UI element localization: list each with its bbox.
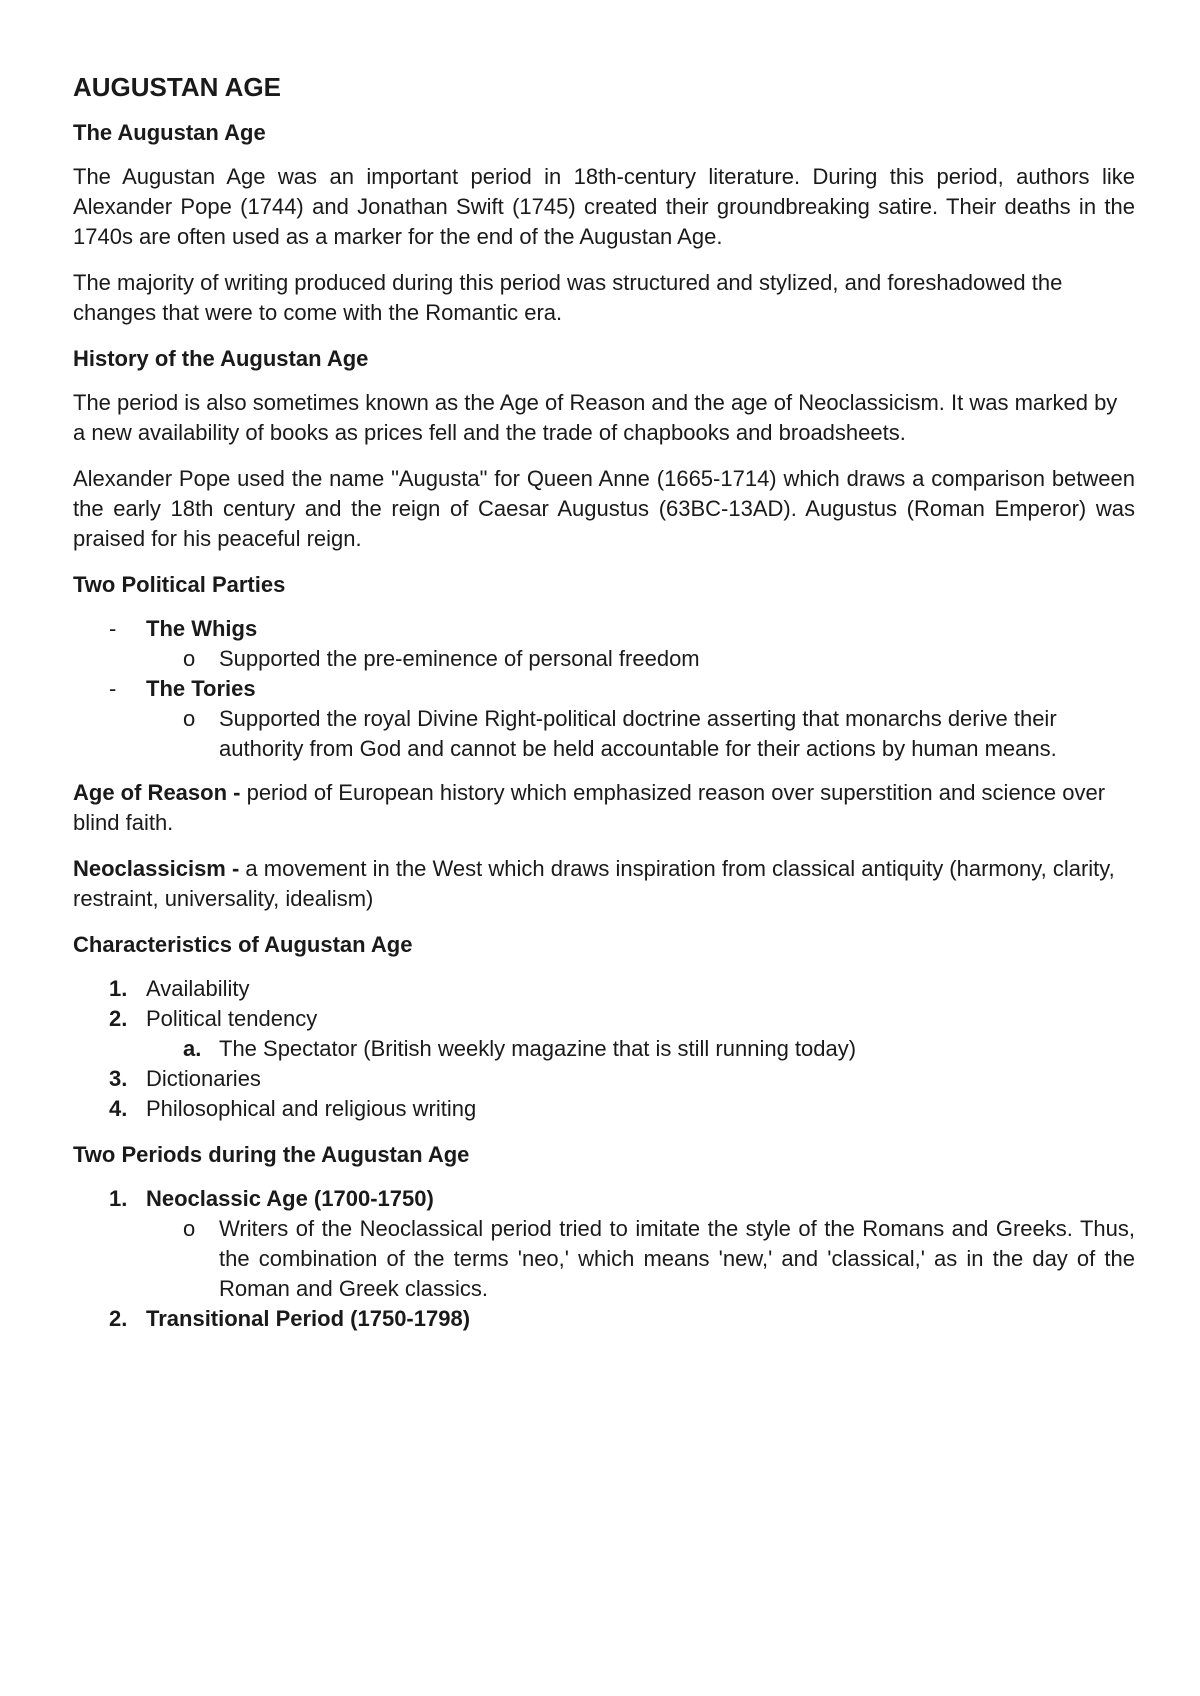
list-item bbox=[73, 1064, 1135, 1094]
list-item bbox=[73, 674, 1135, 764]
term-neoclassicism: Neoclassicism - bbox=[73, 856, 240, 881]
list-item bbox=[73, 644, 1135, 674]
list-item bbox=[73, 1094, 1135, 1124]
sub-list bbox=[73, 1214, 1135, 1304]
paragraph-intro: The Augustan Age was an important period in 18th-century literature. During this period, authors like Alexander Pope (1744) and Jonathan Swift (1745) created their groundbreaking satire. Their deaths in the 1740s are often used as a marker for the end of the Augustan Age. bbox=[73, 164, 1135, 249]
circle-bullet: o bbox=[183, 1216, 196, 1241]
circle-bullet: o bbox=[183, 706, 196, 731]
section-heading-political-parties: Two Political Parties bbox=[73, 572, 286, 597]
section-heading-history: History of the Augustan Age bbox=[73, 346, 369, 371]
characteristics-list bbox=[73, 974, 1135, 1124]
list-item bbox=[73, 1214, 1135, 1304]
section-heading-augustan-age: The Augustan Age bbox=[73, 120, 266, 145]
list-item-text: Writers of the Neoclassical period tried to imitate the style of the Romans and Greeks. Thus, the combination of the terms 'neo,' which means 'new,' and 'classical,' as in the day of the Roman and Greek classics. bbox=[219, 1216, 1135, 1301]
list-item bbox=[73, 1004, 1135, 1064]
definition-neoclassicism bbox=[73, 854, 1135, 914]
sub-list bbox=[73, 644, 1135, 674]
section-heading-two-periods: Two Periods during the Augustan Age bbox=[73, 1142, 470, 1167]
list-item bbox=[73, 614, 1135, 674]
paragraph-pope: Alexander Pope used the name "Augusta" for Queen Anne (1665-1714) which draws a comparison between the early 18th century and the reign of Caesar Augustus (63BC-13AD). Augustus (Roman Emperor) was praised for his peaceful reign. bbox=[73, 466, 1135, 551]
list-item-text: Dictionaries bbox=[146, 1066, 261, 1091]
definition-text-neo: a movement in the West which draws inspiration from classical antiquity (harmony, clarity, restraint, universality, idealism) bbox=[73, 856, 1115, 911]
list-item bbox=[73, 974, 1135, 1004]
list-number: 1. bbox=[109, 976, 128, 1001]
paragraph-period: The period is also sometimes known as the Age of Reason and the age of Neoclassicism. It was marked by a new availability of books as prices fell and the trade of chapbooks and broadsheets. bbox=[73, 390, 1118, 445]
paragraph-majority: The majority of writing produced during this period was structured and stylized, and foreshadowed the changes that were to come with the Romantic era. bbox=[73, 270, 1063, 325]
party-detail-whigs: Supported the pre-eminence of personal freedom bbox=[219, 646, 700, 671]
document-title: AUGUSTAN AGE bbox=[73, 72, 281, 102]
list-number: 3. bbox=[109, 1066, 128, 1091]
circle-bullet: o bbox=[183, 646, 196, 671]
list-number: 4. bbox=[109, 1096, 128, 1121]
term-age-of-reason: Age of Reason - bbox=[73, 780, 241, 805]
list-number: 2. bbox=[109, 1306, 128, 1331]
definition-text-reason: period of European history which emphasized reason over superstition and science over blind faith. bbox=[73, 780, 1106, 835]
party-detail-tories: Supported the royal Divine Right-political doctrine asserting that monarchs derive their authority from God and cannot be held accountable for their actions by human means. bbox=[219, 706, 1057, 761]
list-item bbox=[73, 704, 1135, 764]
list-item bbox=[73, 1304, 1135, 1334]
section-heading-characteristics: Characteristics of Augustan Age bbox=[73, 932, 413, 957]
sub-list bbox=[73, 1034, 1135, 1064]
party-name-tories: The Tories bbox=[146, 676, 256, 701]
list-item-text: The Spectator (British weekly magazine that is still running today) bbox=[219, 1036, 857, 1061]
list-letter: a. bbox=[183, 1036, 202, 1061]
period-name-neoclassic: Neoclassic Age (1700-1750) bbox=[146, 1186, 434, 1211]
list-number: 1. bbox=[109, 1186, 128, 1211]
list-item bbox=[73, 1034, 1135, 1064]
list-item-text: Philosophical and religious writing bbox=[146, 1096, 477, 1121]
sub-list bbox=[73, 704, 1135, 764]
list-item-text: Political tendency bbox=[146, 1006, 318, 1031]
list-item bbox=[73, 1184, 1135, 1304]
periods-list bbox=[73, 1184, 1135, 1334]
list-item-text: Availability bbox=[146, 976, 250, 1001]
dash-bullet: - bbox=[109, 676, 117, 701]
list-number: 2. bbox=[109, 1006, 128, 1031]
document-page bbox=[73, 70, 1135, 1350]
party-list bbox=[73, 614, 1135, 764]
period-name-transitional: Transitional Period (1750-1798) bbox=[146, 1306, 471, 1331]
dash-bullet: - bbox=[109, 616, 117, 641]
definition-age-of-reason bbox=[73, 778, 1135, 838]
party-name-whigs: The Whigs bbox=[146, 616, 258, 641]
